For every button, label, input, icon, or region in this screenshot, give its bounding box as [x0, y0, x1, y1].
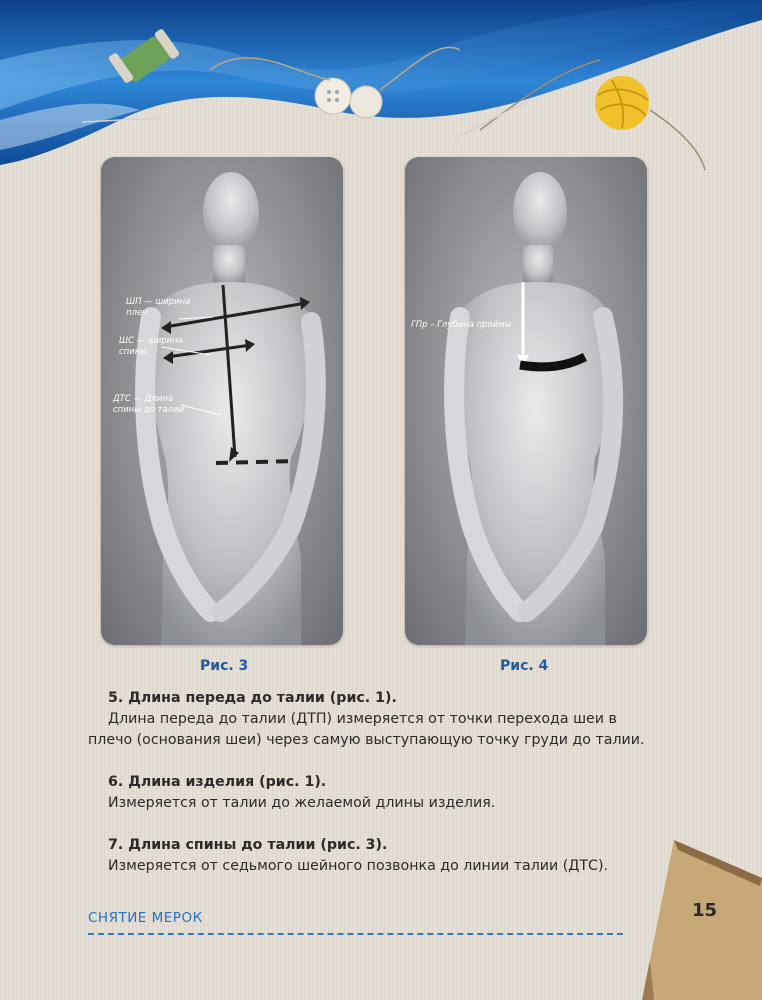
section-5-title: 5. Длина переда до талии (рис. 1).	[108, 690, 397, 706]
section-6	[88, 772, 648, 814]
section-7	[88, 835, 648, 877]
section-6-title: 6. Длина изделия (рис. 1).	[108, 774, 327, 790]
figure-3-caption: Рис. 3	[200, 658, 249, 674]
mannequin-back-illustration	[101, 157, 343, 645]
label-dts-line2: спины до талии	[113, 405, 185, 415]
label-shs-line2: спины	[119, 347, 148, 357]
figure-4-mannequin-side	[405, 157, 647, 645]
label-gpr: ГПр – Глубина проймы	[411, 320, 512, 330]
label-shp-line2: плеч	[126, 308, 148, 318]
section-7-body: Измеряется от седьмого шейного позвонка до линии талии (ДТС).	[108, 858, 608, 874]
mannequin-side-illustration	[405, 157, 647, 645]
yarn-ball-icon	[595, 76, 649, 130]
figure-3-mannequin-back	[101, 157, 343, 645]
label-dts: ДТС — Длина	[113, 394, 174, 404]
section-5-body: Длина переда до талии (ДТП) измеряется от точки перехода шеи в плечо (основания шеи) через самую выступающую точку груди до талии.	[88, 711, 645, 748]
label-shs: ШС — ширина	[119, 336, 183, 346]
page-number: 15	[692, 900, 718, 921]
footer-section-label: СНЯТИЕ МЕРОК	[88, 910, 203, 926]
silk-wave-banner	[0, 0, 762, 170]
section-5	[88, 688, 648, 751]
section-7-title: 7. Длина спины до талии (рис. 3).	[108, 837, 388, 853]
figure-4-caption: Рис. 4	[500, 658, 549, 674]
label-shp: ШП — ширина	[126, 297, 191, 307]
section-6-body: Измеряется от талии до желаемой длины изделия.	[108, 795, 496, 811]
footer-divider	[88, 933, 623, 935]
